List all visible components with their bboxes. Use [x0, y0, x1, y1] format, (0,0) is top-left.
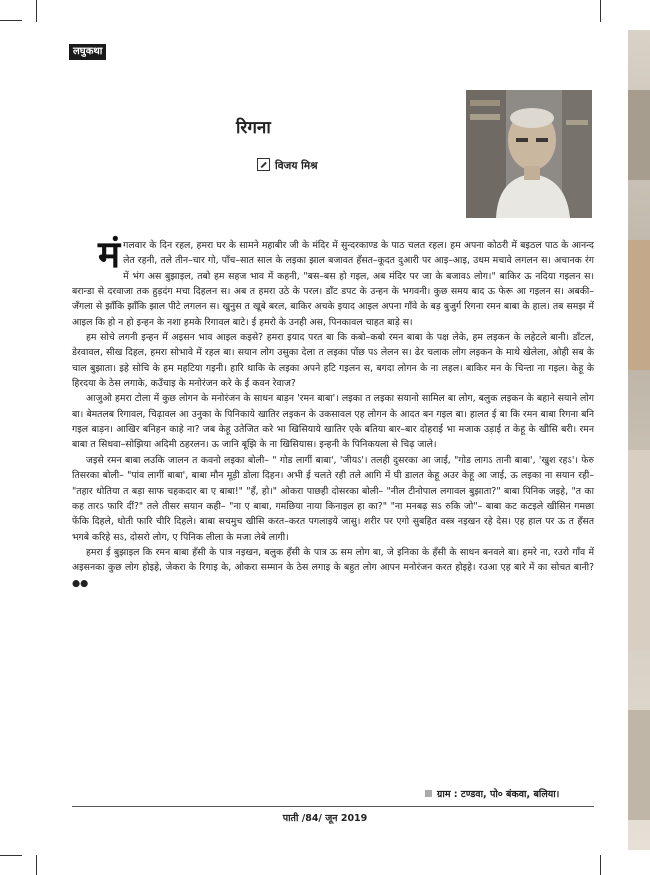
- paragraph: मंगलवार के दिन रहल, हमरा घर के सामने महाबीर जी के मंदिर में सुन्दरकाण्ड के पाठ चलत रहल। हम अपना कोठरी में बइठल पाठ के आनन्द लेत रहनी, तले तीन–चार गो, पाँच–सात साल के लइका झाल बजावत हँसत–कूदत दुआरी पर आइ–आइ, उधम मचावे लगलन स। अचानक रंग में भंग अस बुझाइल, तबो हम सहज भाव में कहनी, "बस–बस हो गइल, अब मंदिर पर जा के बजावऽ लोग।" बाकिर ऊ नदिया गइलन स। बरान्डा से दरवाजा तक हुड़दंग मचा दिहलन स। अब त हमरा उठे के परल। डाँट डपट के उन्हन के भगवनी। कुछ समय बाद ऊ फेरू आ गइलन स। अबकी–जँगला से झाँकि झाँकि झाल पीटे लगलन स। खुनुस त खूबे बरल, बाकिर अचके इयाद आइल अपना गाँवे के बड़ बुजुर्ग रिगना रमन बाबा के हाल। तब समझ में आइल कि हो न हो इन्हन के नशा हमके रिगावल बाटे। ई हमरो के उनही अस, पिनकावल चाहत बाड़े स।: [72, 233, 594, 328]
- crop-mark: [0, 20, 22, 21]
- drop-cap: मं: [98, 233, 121, 276]
- page-edge-strip: [628, 30, 650, 850]
- story-body: [72, 233, 594, 591]
- author-line: [257, 158, 318, 173]
- crop-mark: [0, 855, 22, 856]
- bullet-square-icon: [425, 790, 432, 797]
- crop-mark: [600, 855, 601, 875]
- crop-mark: [36, 0, 37, 22]
- crop-mark: [600, 0, 601, 22]
- paragraph: हम सोचे लगनी इन्हन में अइसन भाव आइल कइसे? हमरा इयाद परत बा कि कबो–कबो रमन बाबा के पक्ष लेके, हम लइकन के लहेटले बानी। डाँटल, डेरवावल, सीख दिहल, हमरा सोभावे में रहल बा। सयान लोग उसुका देला त लइका पोंछ पऽ लेलन स। ढेर चलाक लोग लइकन के माथे खेलेला, ओही सब के चाल बुझाता। इहे सोचि के हम महटिया गइनी। हारि थाकि के लइका अपने हटि गइलन स, बगदा लोगन के ना लहल। बाकिर मन के चिन्ता ना गइल। केहू के हिरदया के ठेस लगाके, कउँचाइ के मनोरंजन करे के ई कवन रेवाज?: [72, 332, 594, 390]
- author-photo: [466, 90, 592, 218]
- author-address: ग्राम : टण्डवा, पो० बंकवा, बलिया।: [425, 787, 559, 800]
- footer-rule: [72, 806, 594, 807]
- author-name: विजय मिश्र: [275, 160, 318, 172]
- story-title: रिगना: [236, 118, 271, 138]
- paragraph: हमरा ई बुझाइल कि रमन बाबा हँसी के पात्र नइखन, बलुक हँसी के पात्र ऊ सम लोग बा, जे इनिका के हँसी के साधन बनवले बा। हमरे ना, रउरो गाँव में अइसनका कुछ लोग होइहे, जेकरा के रिगाइ के, ओकरा सम्मान के ठेस लगाइ के बहुत लोग आपन मनोरंजन करत होइहे। रउआ एह बारे में का सोचत बानी? ●●: [72, 546, 594, 589]
- crop-mark: [36, 855, 37, 875]
- paragraph: जइसे रमन बाबा लउकि जालन त कवनो लइका बोली– " गोड लागीं बाबा', 'जीयऽ'। तलही दुसरका आ जाई, "गोड लागऽ तानी बाबा', 'खुश रहऽ'। फेरु तिसरका बोली– "पांव लागीं बाबा', बाबा मौन मूड़ी डोला दिहन। अभी ई चलते रही तले आगि में घी डालत केहू अउर केहू आ जाई, ऊ लइका ना सयान रही– "तहार धोतिया त बड़ा साफ चहकदार बा ए बाबा!" "हँ, हो।" ओकरा पाछही दोसरका बोली– "नील टीनोपाल लगावल बुझाता?" बाबा पिनिक जइहे, "त का कह तारऽ फारि दीं?" तले तीसर सयान कही– "ना ए बाबा, गमछिया नाया किनाइल हा का?" "ना मनबढ़ सऽ रुकि जो"– बाबा कट कटइले खीसिन गमछा फेंकि दिहले, धोती फारि चीरि दिहले। बाबा सचमुच खीसि करत–करत पगलाइये जासु। शरीर पर एगो सुबहित वस्त्र नइखन रहे देस। एह हाल पर ऊ त हँसत भगबे करिहे सऽ, दोसरो लोग, ए पिनिक लीला के मजा लेबे लागी।: [72, 454, 594, 543]
- paragraph: आजुओ हमरा टोला में कुछ लोगन के मनोरंजन के साधन बाड़न 'रमन बाबा'। लइका त लइका सयानो सामिल बा लोग, बलुक लइकन के बहाने सयाने लोग बा। बेमतलब रिगावल, चिढ़ावल आ उनुका के पिनिकाये खातिर लइकन के उकसावल एह लोगन के आदत बन गइल बा। हालत ई बा कि रमन बाबा रिगना बनि गइल बाड़न। आखिर बनिहन काहे ना? जब केहू उतेजित करे भा खिसियाये खातिर एके बतिया बार–बार दोहराई भा मजाक उड़ाई त केहू के खीसि बरी। रमन बाबा त सिधवा–सोझिया अदिमी ठहरलन। ऊ जानि बूझि के ना खिसियास। इन्हनी के पिनिकयला से चिढ़ जाले।: [72, 393, 594, 451]
- section-tag: लघुकथा: [69, 44, 106, 60]
- page-footer: पाती /84/ जून 2019: [282, 813, 368, 824]
- pen-icon: [257, 158, 270, 171]
